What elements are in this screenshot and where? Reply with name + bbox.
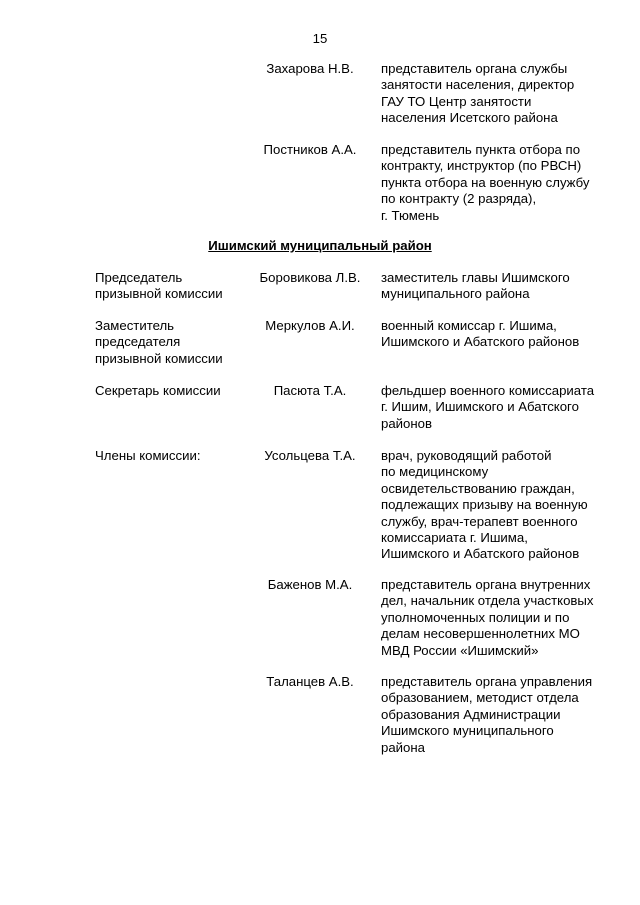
role-line: председателя [95,334,181,350]
member-description [381,448,621,563]
description-line: дел, начальник отдела участковых [381,593,594,609]
member-name: Меркулов А.И. [265,318,355,333]
description-line: службу, врач-терапевт военного [381,513,578,529]
description-line: Ишимского и Абатского районов [381,334,580,350]
description-line: подлежащих призыву на военную [381,497,588,513]
member-name: Таланцев А.В. [266,674,354,689]
description-line: районов [381,415,432,431]
page-number: 15 [312,31,328,46]
description-line: муниципального района [381,286,530,302]
description-line: делам несовершеннолетних МО [381,626,580,642]
member-name: Боровикова Л.В. [259,270,361,285]
commission-role [95,270,255,303]
member-description [381,270,621,303]
description-line: уполномоченных полиции и по [381,609,570,625]
description-line: района [381,739,425,755]
description-line: образованием, методист отдела [381,690,579,706]
description-line: комиссариата г. Ишима, [381,530,528,546]
member-description [381,318,621,351]
description-line: Ишимского и Абатского районов [381,546,580,562]
description-line: заместитель главы Ишимского [381,270,570,285]
description-line: контракту, инструктор (по РВСН) [381,158,582,174]
member-name: Усольцева Т.А. [264,448,356,463]
description-line: по медицинскому [381,464,489,480]
description-line: ГАУ ТО Центр занятости [381,93,532,109]
description-line: представитель органа управления [381,674,593,689]
commission-role [95,448,255,464]
description-line: фельдшер военного комиссариата [381,383,595,398]
member-name: Пасюта Т.А. [273,383,347,398]
role-line: призывной комиссии [95,350,223,366]
member-name: Баженов М.А. [267,577,353,592]
description-line: г. Ишим, Ишимского и Абатского [381,399,579,415]
description-line: военный комиссар г. Ишима, [381,318,557,333]
description-line: освидетельствованию граждан, [381,480,575,496]
section-heading: Ишимский муниципальный район [208,238,432,253]
description-line: МВД России «Ишимский» [381,642,539,658]
member-description [381,577,621,659]
description-line: представитель пункта отбора по [381,142,581,157]
description-line: Ишимского муниципального [381,723,554,739]
role-line: призывной комиссии [95,286,223,302]
description-line: представитель органа внутренних [381,577,591,592]
role-line: Члены комиссии: [95,448,201,463]
description-line: врач, руководящий работой [381,448,552,463]
description-line: населения Исетского района [381,110,558,126]
commission-role [95,383,255,399]
description-line: занятости населения, директор [381,77,575,93]
member-description [381,142,621,224]
member-name: Захарова Н.В. [266,61,354,76]
description-line: г. Тюмень [381,207,440,223]
role-line: Председатель [95,270,183,285]
member-description [381,383,621,432]
member-description [381,61,621,127]
commission-role [95,318,255,367]
role-line: Заместитель [95,318,175,333]
member-description [381,674,621,756]
description-line: образования Администрации [381,706,561,722]
member-name: Постников А.А. [263,142,357,157]
description-line: пункта отбора на военную службу [381,174,590,190]
role-line: Секретарь комиссии [95,383,221,398]
description-line: представитель органа службы [381,61,568,76]
description-line: по контракту (2 разряда), [381,191,537,207]
